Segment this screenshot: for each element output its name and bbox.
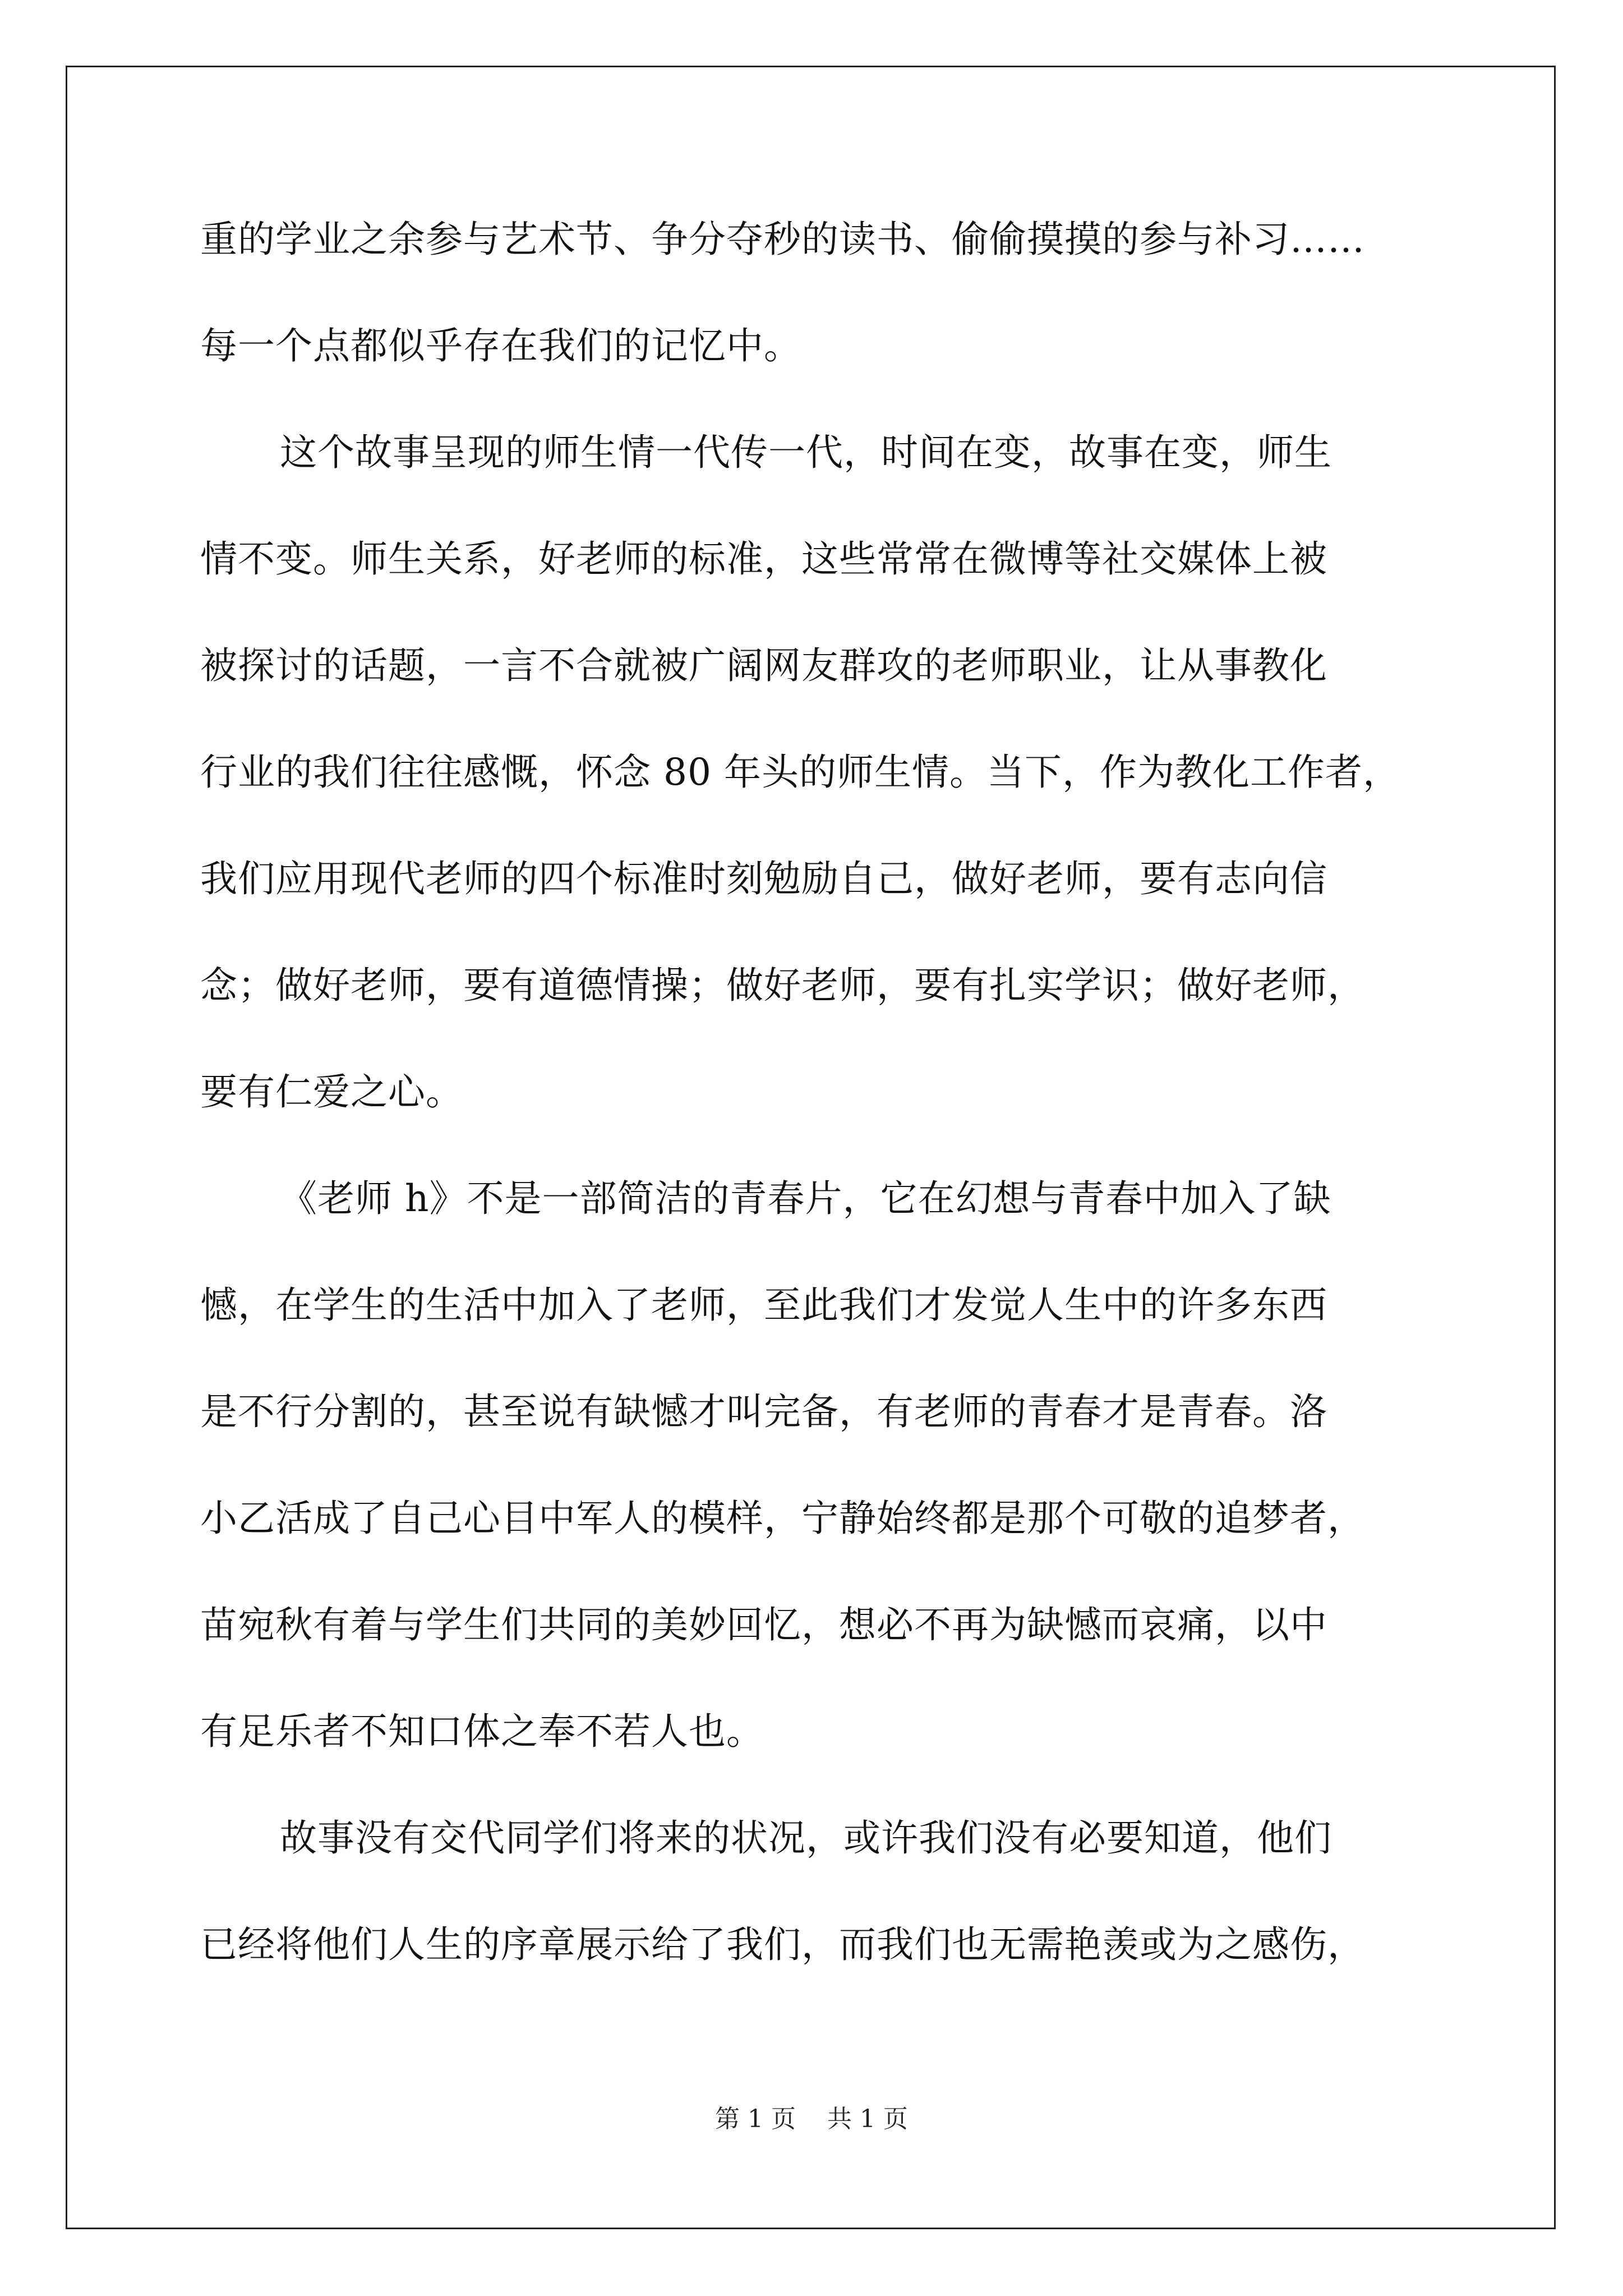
text-line: 行业的我们往往感慨，怀念 80 年头的师生情。当下，作为教化工作者， bbox=[200, 751, 1400, 794]
text-line: 要有仁爱之心。 bbox=[200, 1070, 463, 1114]
text-line: 有足乐者不知口体之奉不若人也。 bbox=[200, 1710, 764, 1753]
body-text bbox=[200, 209, 1434, 2021]
text-line: 念；做好老师，要有道德情操；做好老师，要有扎实学识；做好老师， bbox=[200, 964, 1365, 1007]
text-line: 《老师 h》不是一部简洁的青春片，它在幻想与青春中加入了缺 bbox=[280, 1177, 1331, 1220]
text-line: 苗宛秋有着与学生们共同的美妙回忆，想必不再为缺憾而哀痛，以中 bbox=[200, 1603, 1327, 1646]
page-footer: 第 1 页 共 1 页 bbox=[715, 2105, 908, 2133]
text-line: 憾，在学生的生活中加入了老师，至此我们才发觉人生中的许多东西 bbox=[200, 1283, 1327, 1327]
text-line: 这个故事呈现的师生情一代传一代，时间在变，故事在变，师生 bbox=[280, 431, 1332, 474]
text-line: 我们应用现代老师的四个标准时刻勉励自己，做好老师，要有志向信 bbox=[200, 857, 1327, 900]
text-line: 每一个点都似乎存在我们的记忆中。 bbox=[200, 324, 801, 367]
text-line: 已经将他们人生的序章展示给了我们，而我们也无需艳羡或为之感伤， bbox=[200, 1923, 1365, 1966]
text-line: 重的学业之余参与艺术节、争分夺秒的读书、偷偷摸摸的参与补习…… bbox=[200, 218, 1365, 261]
text-line: 被探讨的话题，一言不合就被广阔网友群攻的老师职业，让从事教化 bbox=[200, 644, 1327, 687]
text-line: 小乙活成了自己心目中军人的模样，宁静始终都是那个可敬的追梦者， bbox=[200, 1497, 1365, 1540]
text-line: 是不行分割的，甚至说有缺憾才叫完备，有老师的青春才是青春。洛 bbox=[200, 1390, 1327, 1433]
text-line: 情不变。师生关系，好老师的标准，这些常常在微博等社交媒体上被 bbox=[200, 537, 1327, 581]
text-line: 故事没有交代同学们将来的状况，或许我们没有必要知道，他们 bbox=[280, 1816, 1332, 1860]
